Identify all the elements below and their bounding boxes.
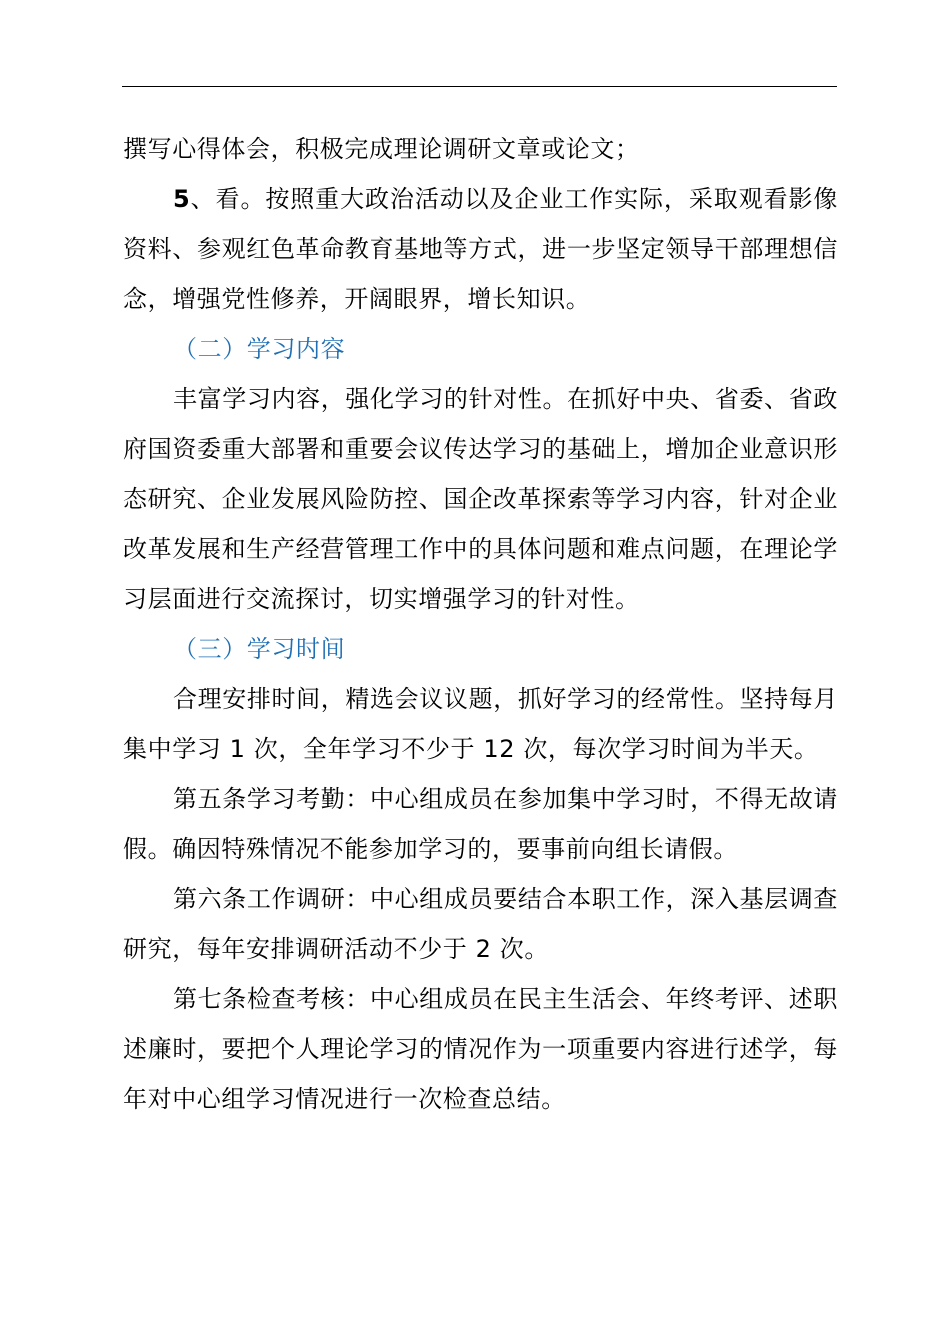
paragraph-study-content: 丰富学习内容，强化学习的针对性。在抓好中央、省委、省政府国资委重大部署和重要会议传达学习的基础上，增加企业意识形态研究、企业发展风险防控、国企改革探索等学习内容，针对企业改革发展和生产经营管理工作中的具体问题和难点问题，在理论学习层面进行交流探讨，切实增强学习的针对性。	[123, 385, 838, 613]
paragraph-item-5	[123, 174, 838, 324]
section-heading-study-content: （二）学习内容	[173, 335, 346, 363]
paragraph-study-time: 合理安排时间，精选会议议题，抓好学习的经常性。坚持每月集中学习 1 次，全年学习不少于 12 次，每次学习时间为半天。	[123, 685, 838, 763]
document-body	[123, 124, 838, 1124]
item-5-text: 、看。按照重大政治活动以及企业工作实际，采取观看影像资料、参观红色革命教育基地等方式，进一步坚定领导干部理想信念，增强党性修养，开阔眼界，增长知识。	[123, 185, 838, 313]
section-heading-study-time: （三）学习时间	[173, 635, 346, 663]
item-number: 5	[173, 185, 191, 213]
paragraph-article-7: 第七条检查考核：中心组成员在民主生活会、年终考评、述职述廉时，要把个人理论学习的情况作为一项重要内容进行述学，每年对中心组学习情况进行一次检查总结。	[123, 985, 838, 1113]
header-rule	[122, 86, 837, 87]
paragraph-article-6: 第六条工作调研：中心组成员要结合本职工作，深入基层调查研究，每年安排调研活动不少于 2 次。	[123, 885, 838, 963]
paragraph-article-5: 第五条学习考勤：中心组成员在参加集中学习时，不得无故请假。确因特殊情况不能参加学习的，要事前向组长请假。	[123, 785, 838, 863]
paragraph-continuation: 撰写心得体会，积极完成理论调研文章或论文；	[123, 135, 640, 163]
